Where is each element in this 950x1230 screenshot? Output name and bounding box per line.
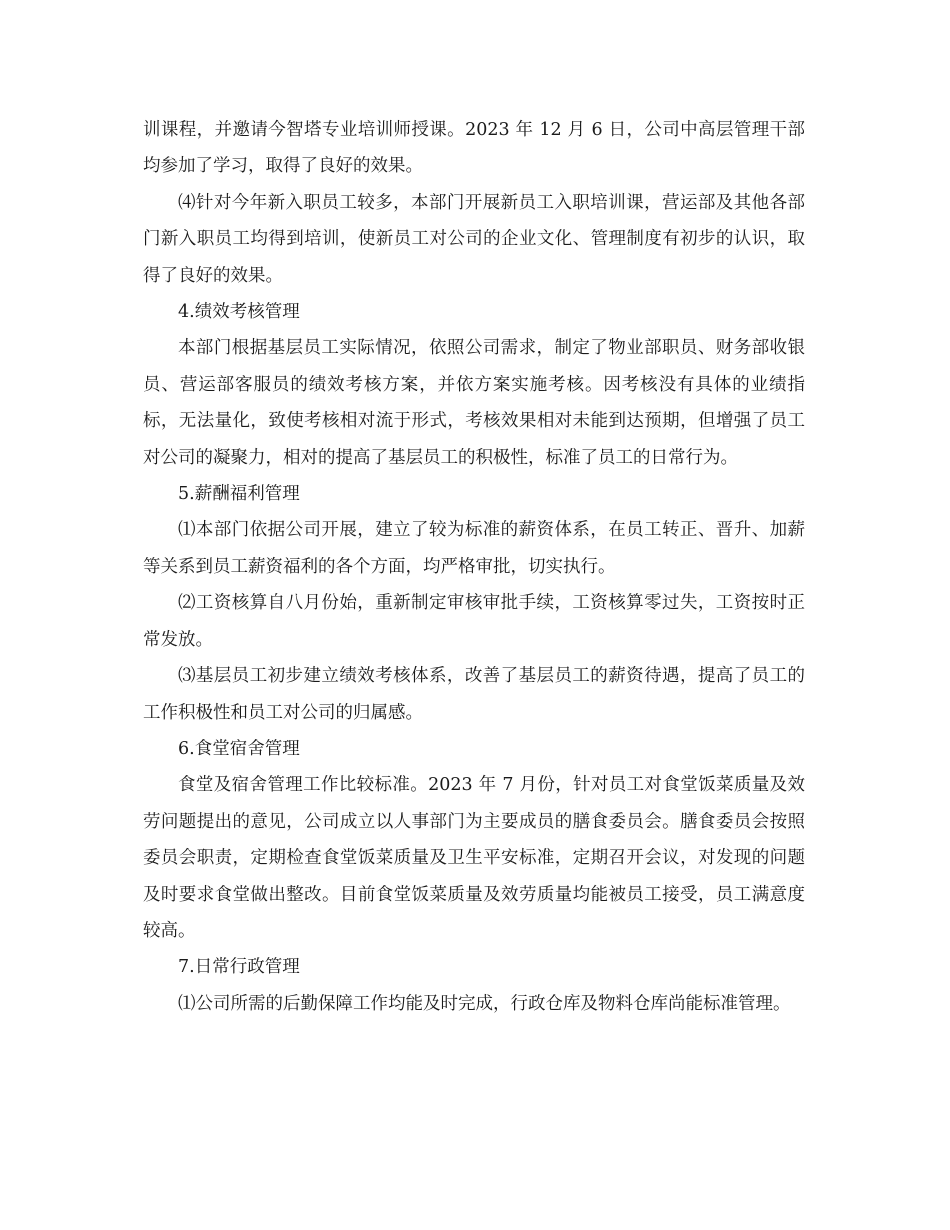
section-heading-daily-admin: 7.日常行政管理 (178, 957, 300, 978)
paragraph-new-employee-training: ⑷针对今年新入职员工较多，本部门开展新员工入职培训课，营运部及其他各部门新入职员工均得到培训，使新员工对公司的企业文化、管理制度有初步的认识，取得了良好的效果。 (143, 192, 805, 286)
section-heading-canteen-dormitory: 6.食堂宿舍管理 (178, 738, 300, 759)
paragraph-basic-staff-appraisal: ⑶基层员工初步建立绩效考核体系，改善了基层员工的薪资待遇，提高了员工的工作积极性和员工对公司的归属感。 (143, 666, 805, 723)
paragraph-logistics-support: ⑴公司所需的后勤保障工作均能及时完成，行政仓库及物料仓库尚能标准管理。 (178, 993, 791, 1014)
section-heading-compensation: 5.薪酬福利管理 (178, 484, 300, 505)
paragraph-payroll-accounting: ⑵工资核算自八月份始，重新制定审核审批手续，工资核算零过失，工资按时正常发放。 (143, 593, 805, 650)
document-body (143, 112, 805, 1022)
paragraph-canteen-committee: 食堂及宿舍管理工作比较标准。2023 年 7 月份，针对员工对食堂饭菜质量及效劳问题提出的意见，公司成立以人事部门为主要成员的膳食委员会。膳食委员会按照委员会职责，定期检查食堂饭菜质量及卫生平安标准，定期召开会议，对发现的问题及时要求食堂做出整改。目前食堂饭菜质量及效劳质量均能被员工接受，员工满意度较高。 (143, 775, 805, 941)
paragraph-salary-system: ⑴本部门依据公司开展，建立了较为标准的薪资体系，在员工转正、晋升、加薪等关系到员工薪资福利的各个方面，均严格审批，切实执行。 (143, 520, 805, 577)
paragraph-performance-appraisal: 本部门根据基层员工实际情况，依照公司需求，制定了物业部职员、财务部收银员、营运部客服员的绩效考核方案，并依方案实施考核。因考核没有具体的业绩指标，无法量化，致使考核相对流于形式，考核效果相对未能到达预期，但增强了员工对公司的凝聚力，相对的提高了基层员工的积极性，标准了员工的日常行为。 (143, 338, 805, 468)
section-heading-performance: 4.绩效考核管理 (178, 302, 300, 323)
paragraph-training-course-continuation: 训课程，并邀请今智塔专业培训师授课。2023 年 12 月 6 日，公司中高层管理干部均参加了学习，取得了良好的效果。 (143, 120, 805, 177)
